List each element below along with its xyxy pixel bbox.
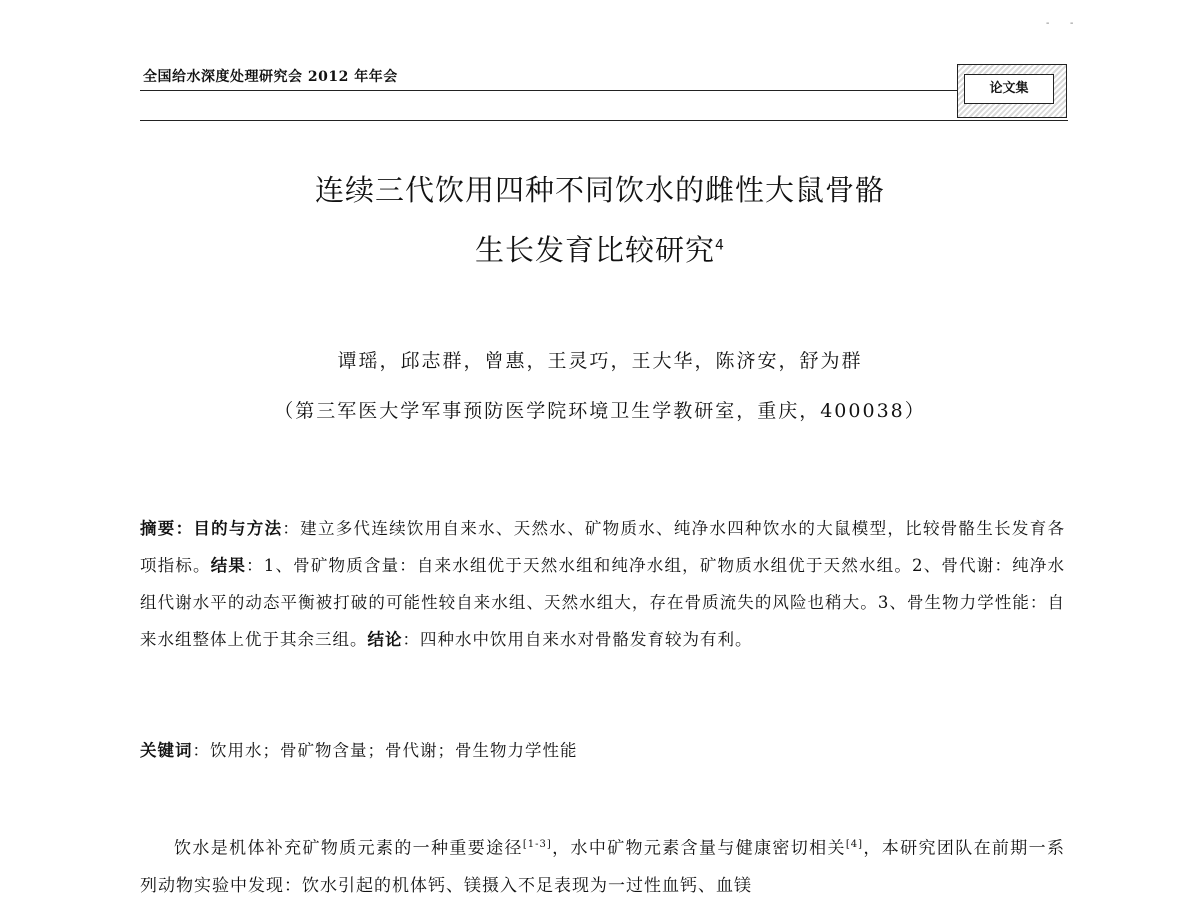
body-paragraph-1 (140, 826, 1065, 905)
badge-label: 论文集 (964, 74, 1054, 104)
scan-mark-dash-2: - (1070, 18, 1074, 29)
affiliation: （第三军医大学军事预防医学院环境卫生学教研室，重庆，400038） (274, 400, 926, 422)
abstract-conclusion-label: 结论 (367, 630, 403, 649)
author-list: 谭瑶，邱志群，曾惠，王灵巧，王大华，陈济安，舒为群 (337, 350, 863, 372)
keywords (140, 732, 1065, 769)
abstract-conclusion-text: ：四种水中饮用自来水对骨骼发育较为有利。 (402, 630, 753, 649)
paper-title-line1: 连续三代饮用四种不同饮水的雌性大鼠骨骼 (314, 173, 885, 207)
keywords-label: 关键词 (140, 741, 193, 760)
abstract-label: 摘要： (140, 519, 194, 538)
citation-ref-2: [4] (845, 839, 864, 850)
abstract-method-label: 目的与方法 (193, 519, 283, 538)
abstract-method-text: ：建立多代连续饮用自来水、天然水、矿物质水、纯净水四种饮水的大鼠模型，比较骨骼生长发育各项指标。 (140, 519, 1066, 575)
abstract-results-text: ：1、骨矿物质含量：自来水组优于天然水组和纯净水组，矿物质水组优于天然水组。2、骨代谢：纯净水组代谢水平的动态平衡被打破的可能性较自来水组、天然水组大，存在骨质流失的风险也稍大。3、骨生物力学性能：自来水组整体上优于其余三组。 (140, 556, 1066, 649)
citation-ref-1: [1-3] (522, 839, 552, 850)
header-rule-bottom (140, 120, 1068, 121)
scan-mark-dash: - (1046, 18, 1050, 29)
body-text-a: 饮水是机体补充矿物质元素的一种重要途径 (174, 838, 523, 859)
paper-title-line2 (0, 228, 1200, 269)
header-rule-top (140, 90, 958, 91)
body-text-c: ，本研究团队在前期一系列动物实验中发现：饮水引起的机体钙、镁摄入不足表现为一过性血钙、血镁 (140, 838, 1066, 896)
body-text-b: ，水中矿物元素含量与健康密切相关 (551, 838, 846, 859)
abstract-results-label: 结果 (210, 556, 247, 575)
keywords-text: ：饮用水；骨矿物含量；骨代谢；骨生物力学性能 (192, 741, 578, 760)
title-line2-text: 生长发育比较研究 (475, 233, 716, 267)
title-footnote-mark: 4 (715, 237, 725, 254)
abstract (140, 510, 1065, 658)
conference-header: 全国给水深度处理研究会 2012 年年会 (143, 69, 398, 85)
proceedings-badge (957, 64, 1067, 118)
